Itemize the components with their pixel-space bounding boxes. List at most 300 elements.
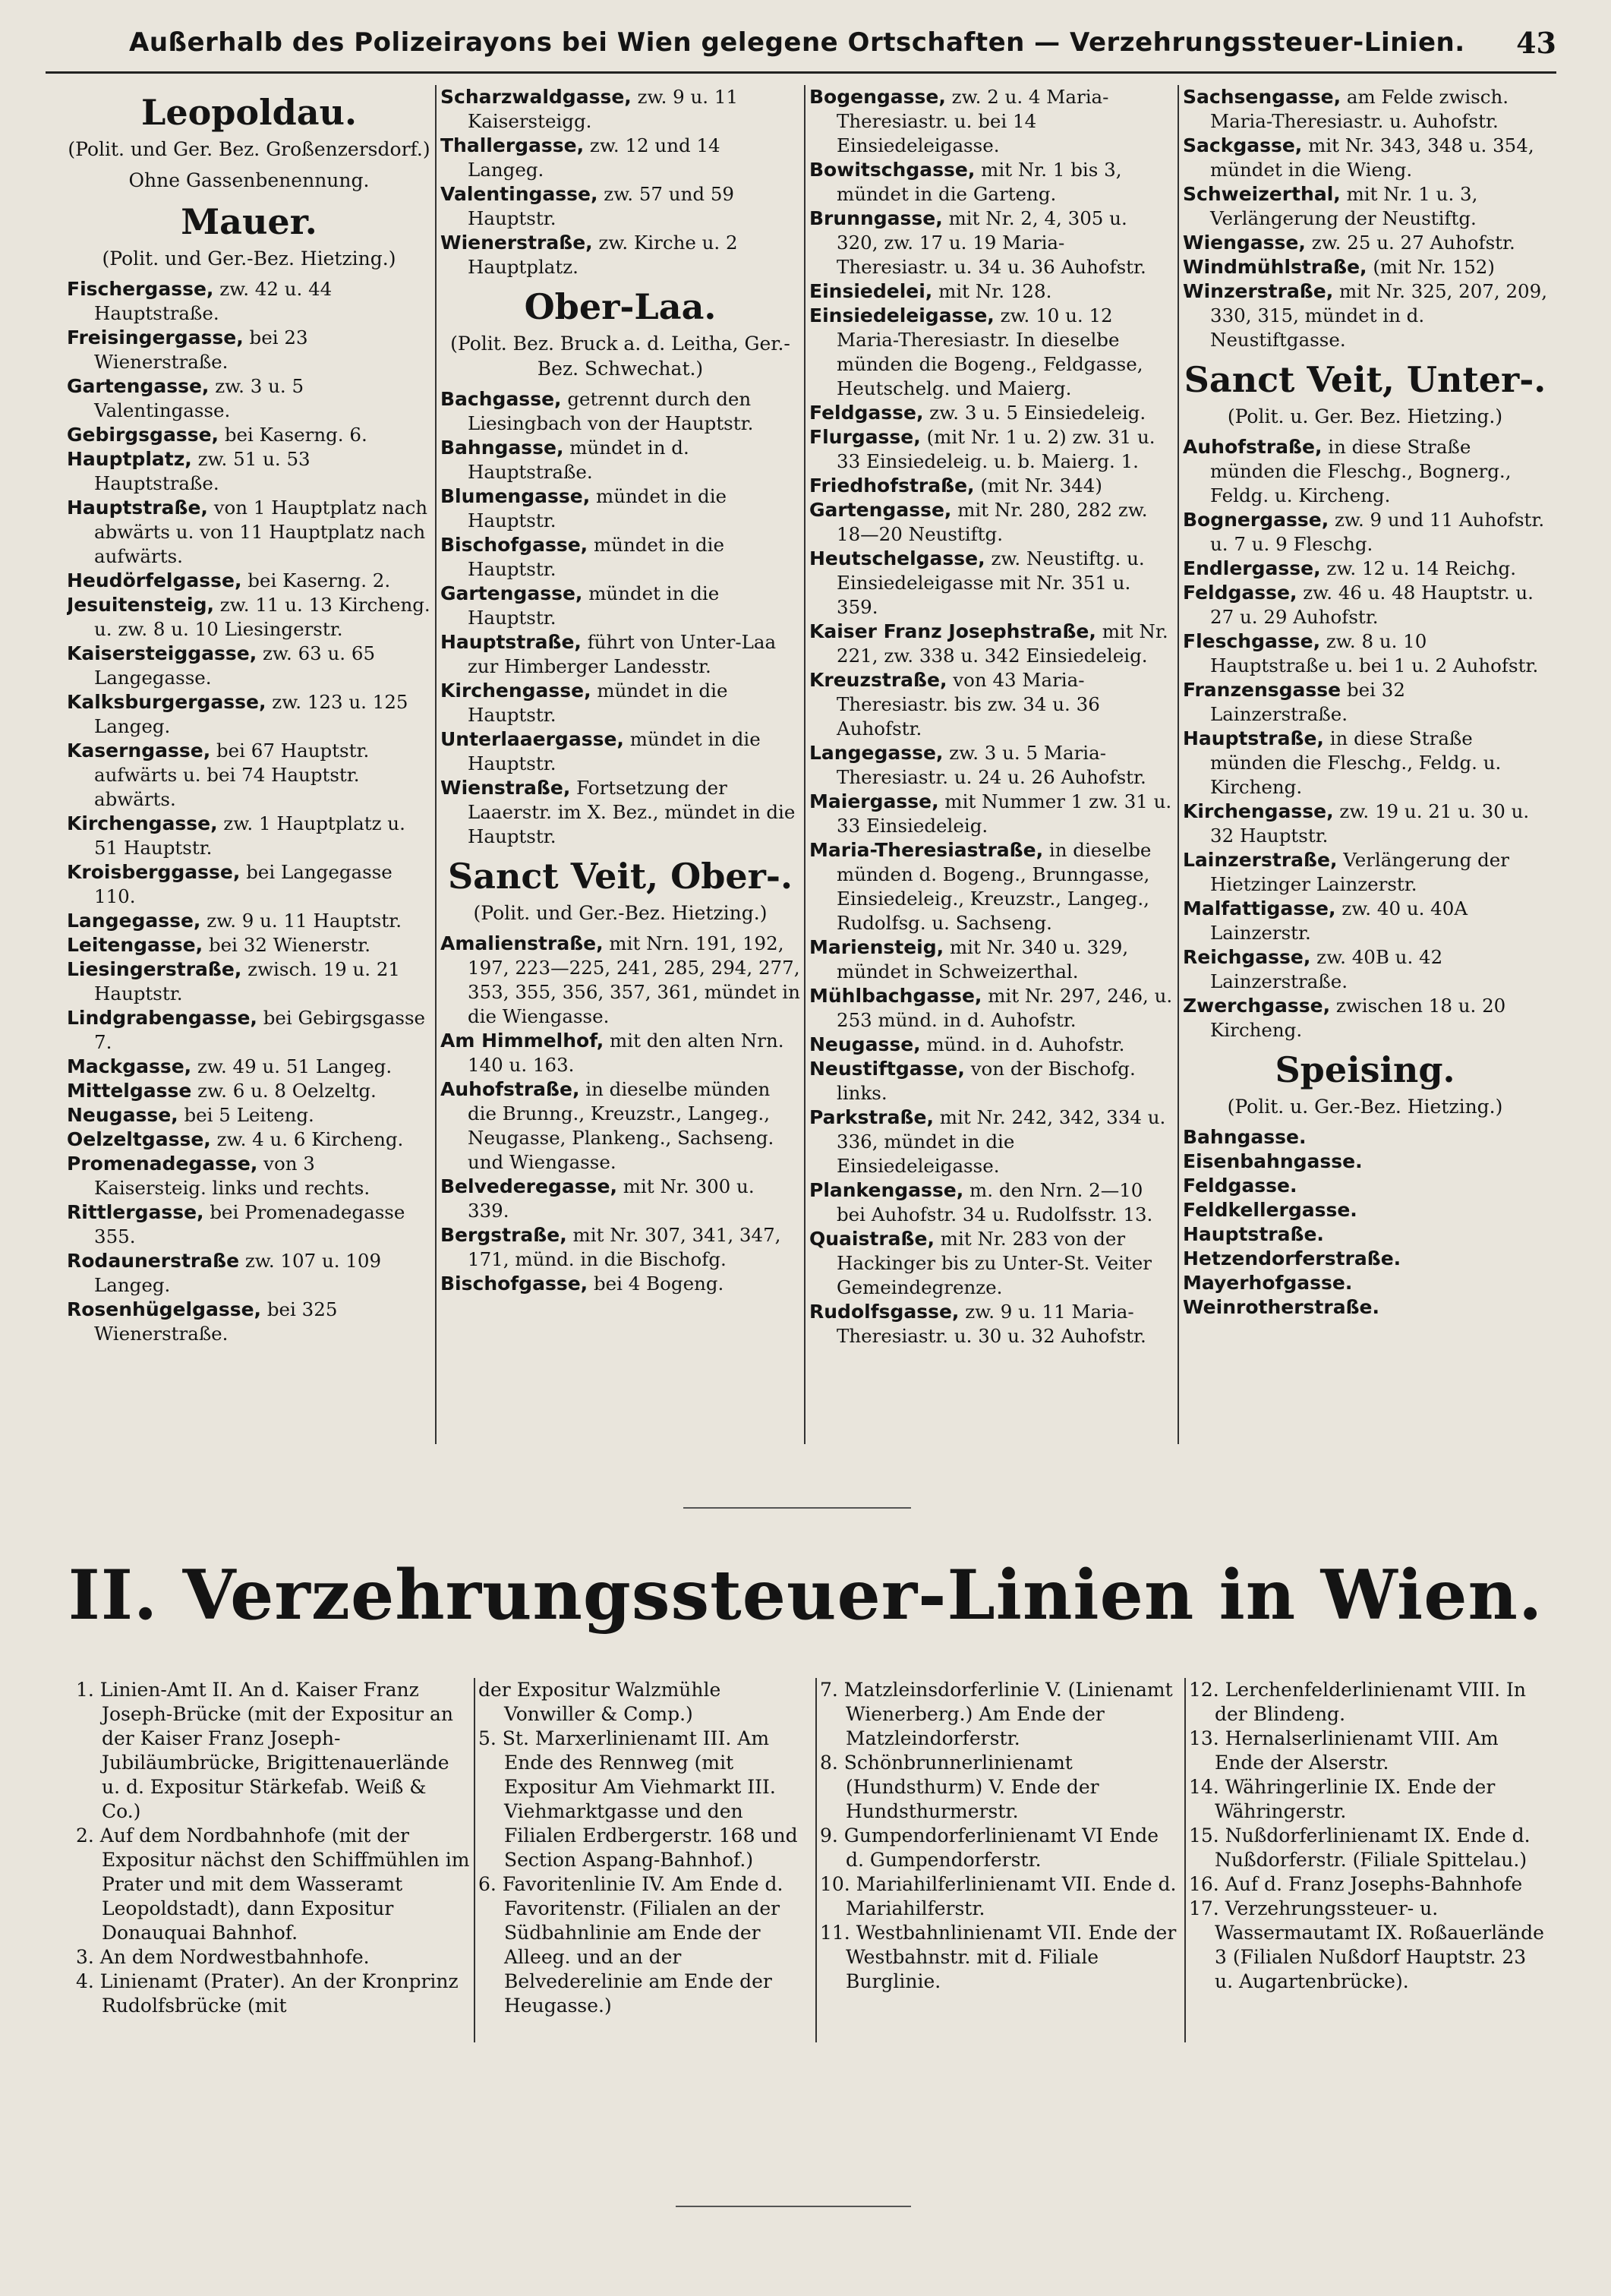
line-office-entry: 11. Westbahnlinienamt VII. Ende der Westbahnstr. mit d. Filiale Burglinie.	[820, 1922, 1177, 1992]
street-entry	[440, 776, 800, 849]
street-name: Quaistraße,	[809, 1228, 935, 1250]
street-entry	[1183, 182, 1547, 231]
district-note: (Polit. u. Ger. Bez. Hietzing.)	[1227, 405, 1503, 427]
street-name: Weinrotherstraße.	[1183, 1296, 1380, 1318]
street-entry	[67, 1128, 431, 1152]
line-office-entry: 9. Gumpendorferlinienamt VI Ende d. Gumpendorferstr.	[820, 1824, 1159, 1871]
street-description: zw. 12 und 14 Langeg.	[468, 134, 720, 181]
street-entry	[440, 387, 800, 436]
street-entry	[440, 1223, 800, 1272]
locality-heading: Ober-Laa.	[524, 286, 717, 327]
street-description: m. den Nrn. 2—10 bei Auhofstr. 34 u. Rudolfsstr. 13.	[837, 1179, 1153, 1225]
line-office-entry: 17. Verzehrungssteuer- u. Wassermautamt IX. Roßauerlände 3 (Filialen Nußdorf Hauptstr. 23 u. Augartenbrücke).	[1189, 1897, 1544, 1992]
section-2-column-4	[1189, 1678, 1546, 2088]
street-description: zw. 19 u. 21 u. 30 u. 32 Hauptstr.	[1210, 800, 1530, 847]
street-entry	[1183, 255, 1547, 279]
street-description: mit Nr. 221, zw. 338 u. 342 Einsiedeleig.	[837, 620, 1168, 667]
street-entry	[67, 496, 431, 569]
street-description: mündet in die Hauptstr.	[468, 485, 727, 531]
street-name: Einsiedeleigasse,	[809, 304, 995, 326]
street-name: Kaserngasse,	[67, 740, 211, 762]
street-name: Sachsengasse,	[1183, 86, 1341, 108]
column-divider	[435, 85, 437, 1444]
line-office-entry: 1. Linien-Amt II. An d. Kaiser Franz Joseph-Brücke (mit der Expositur an der Kaiser Franz Joseph-Jubiläumbrücke, Brigittenauerlände u. d. Expositur Stärkefab. Weiß & Co.)	[76, 1679, 453, 1822]
section-2-column-2	[478, 1678, 812, 2088]
street-name: Langegasse,	[809, 742, 944, 764]
street-name: Wienstraße,	[440, 777, 571, 799]
street-entry	[67, 447, 431, 496]
street-name: Kroisberggasse,	[67, 861, 241, 883]
street-description: bei Kaserng. 2.	[247, 569, 391, 591]
street-entry	[440, 85, 800, 134]
line-office-entry: 12. Lerchenfelderlinienamt VIII. In der Blindeng.	[1189, 1679, 1526, 1725]
street-entry	[440, 932, 800, 1029]
locality-heading: Speising.	[1275, 1049, 1455, 1090]
street-entry	[809, 1105, 1174, 1178]
locality-heading: Sanct Veit, Unter-.	[1184, 359, 1546, 400]
street-entry	[440, 182, 800, 231]
street-description: zw. 123 u. 125 Langeg.	[94, 691, 408, 737]
street-entry	[809, 498, 1174, 547]
street-name: Feldgasse.	[1183, 1175, 1297, 1197]
street-description: zw. 3 u. 5 Valentingasse.	[94, 375, 304, 421]
street-entry	[809, 838, 1174, 935]
street-entry	[67, 1006, 431, 1055]
street-description: zw. 40 u. 40A Lainzerstr.	[1210, 897, 1468, 944]
street-name: Maiergasse,	[809, 790, 939, 812]
district-note: (Polit. und Ger. Bez. Großenzersdorf.)	[68, 138, 430, 160]
street-description: mit Nr. 1 bis 3, mündet in die Garteng.	[837, 159, 1122, 205]
street-entry	[67, 1103, 431, 1128]
street-entry	[440, 1175, 800, 1223]
street-name: Heutschelgasse,	[809, 547, 985, 569]
street-description: zw. 25 u. 27 Auhofstr.	[1311, 232, 1515, 254]
street-name: Wienerstraße,	[440, 232, 593, 254]
street-description: zw. 11 u. 13 Kircheng. u. zw. 8 u. 10 Liesingerstr.	[94, 594, 430, 640]
column-3	[809, 85, 1174, 1444]
street-description: mündet in d. Hauptstraße.	[468, 437, 689, 483]
street-description: am Felde zwisch. Maria-Theresiastr. u. Auhofstr.	[1210, 86, 1509, 132]
street-name: Langegasse,	[67, 910, 201, 932]
street-entry	[440, 484, 800, 533]
street-entry	[67, 326, 431, 374]
street-name: Gartengasse,	[67, 375, 210, 397]
column-divider	[474, 1678, 475, 2042]
street-description: (mit Nr. 344)	[980, 475, 1102, 497]
street-description: mit Nummer 1 zw. 31 u. 33 Einsiedeleig.	[837, 790, 1172, 837]
street-name: Oelzeltgasse,	[67, 1128, 211, 1150]
street-description: zw. 12 u. 14 Reichg.	[1326, 557, 1516, 579]
street-name: Gartengasse,	[809, 499, 952, 521]
street-name: Promenadegasse,	[67, 1153, 258, 1175]
street-entry	[809, 85, 1174, 158]
street-entry	[1183, 231, 1547, 255]
street-name: Neustiftgasse,	[809, 1058, 965, 1080]
street-entry	[1183, 85, 1547, 134]
district-note: (Polit. und Ger.-Bez. Hietzing.)	[473, 902, 768, 924]
column-1	[67, 85, 431, 1444]
street-entry	[440, 1272, 800, 1296]
street-entry	[1183, 435, 1547, 508]
street-description: von 3 Kaisersteig. links und rechts.	[94, 1153, 370, 1199]
street-entry	[809, 1227, 1174, 1300]
street-name: Zwerchgasse,	[1183, 995, 1331, 1017]
street-entry	[809, 474, 1174, 498]
street-name: Windmühlstraße,	[1183, 256, 1367, 278]
street-name: Mittelgasse	[67, 1080, 192, 1102]
street-entry	[440, 1029, 800, 1077]
street-entry	[809, 1033, 1174, 1057]
street-description: mit Nr. 128.	[938, 280, 1052, 302]
street-description: führt von Unter-Laa zur Himberger Landesstr.	[468, 631, 777, 677]
street-name: Franzensgasse	[1183, 679, 1341, 701]
street-name: Kirchengasse,	[1183, 800, 1334, 822]
street-description: mit Nr. 2, 4, 305 u. 320, zw. 17 u. 19 Maria-Theresiastr. u. 34 u. 36 Auhofstr.	[837, 207, 1146, 278]
street-description: zw. 4 u. 6 Kircheng.	[216, 1128, 404, 1150]
street-name: Hauptstraße,	[67, 497, 208, 519]
street-name: Mühlbachgasse,	[809, 985, 982, 1007]
street-name: Valentingasse,	[440, 183, 598, 205]
street-name: Bahngasse.	[1183, 1126, 1307, 1148]
street-name: Am Himmelhof,	[440, 1030, 604, 1052]
street-name: Thallergasse,	[440, 134, 585, 156]
street-name: Maria-Theresiastraße,	[809, 839, 1044, 861]
street-entry	[809, 547, 1174, 620]
section-2-title: II. Verzehrungssteuer-Linien in Wien.	[68, 1555, 1543, 1635]
plain-note: Ohne Gassenbenennung.	[128, 169, 370, 191]
street-name: Leitengasse,	[67, 934, 203, 956]
street-entry	[1183, 134, 1547, 182]
column-2	[440, 85, 800, 1444]
column-divider	[1184, 1678, 1186, 2042]
street-entry	[1183, 1271, 1547, 1295]
street-entry	[440, 231, 800, 279]
street-name: Hetzendorferstraße.	[1183, 1247, 1401, 1269]
street-description: mit Nr. 1 u. 3, Verlängerung der Neustiftg.	[1210, 183, 1478, 229]
street-name: Scharzwaldgasse,	[440, 86, 632, 108]
street-description: bei 67 Hauptstr. aufwärts u. bei 74 Hauptstr. abwärts.	[94, 740, 370, 810]
street-entry	[1183, 1150, 1547, 1174]
line-office-entry: 5. St. Marxerlinienamt III. Am Ende des Rennweg (mit Expositur Am Viehmarkt III. Viehmarktgasse und den Filialen Erdbergerstr. 168 und Section Aspang-Bahnhof.)	[478, 1727, 798, 1871]
line-office-entry: 14. Währingerlinie IX. Ende der Währingerstr.	[1189, 1776, 1496, 1822]
street-entry	[1183, 629, 1547, 678]
street-description: mündet in die Hauptstr.	[468, 534, 724, 580]
street-entry	[67, 812, 431, 860]
street-description: bei 32 Lainzerstraße.	[1210, 679, 1405, 725]
street-name: Bachgasse,	[440, 388, 562, 410]
street-name: Hauptstraße.	[1183, 1223, 1324, 1245]
locality-heading: Leopoldau.	[140, 92, 358, 133]
street-entry	[67, 1249, 431, 1298]
street-entry	[809, 984, 1174, 1033]
street-entry	[1183, 1174, 1547, 1198]
street-entry	[809, 741, 1174, 790]
line-office-entry: 4. Linienamt (Prater). An der Kronprinz Rudolfsbrücke (mit	[76, 1970, 459, 2017]
street-entry	[440, 630, 800, 679]
street-name: Hauptstraße,	[440, 631, 582, 653]
street-description: bei 23 Wienerstraße.	[94, 326, 308, 373]
street-description: von 1 Hauptplatz nach abwärts u. von 11 Hauptplatz nach aufwärts.	[94, 497, 428, 567]
street-description: bei Langegasse 110.	[94, 861, 393, 907]
street-description: zw. 63 u. 65 Langegasse.	[94, 642, 376, 689]
street-description: mit den alten Nrn. 140 u. 163.	[468, 1030, 784, 1076]
street-entry	[1183, 727, 1547, 800]
street-name: Parkstraße,	[809, 1106, 934, 1128]
street-name: Winzerstraße,	[1183, 280, 1334, 302]
street-entry	[440, 582, 800, 630]
street-description: bei Gebirgsgasse 7.	[94, 1007, 426, 1053]
street-name: Jesuitensteig,	[67, 594, 214, 616]
street-description: bei 5 Leiteng.	[184, 1104, 314, 1126]
street-entry	[67, 593, 431, 642]
line-office-entry: 13. Hernalserlinienamt VIII. Am Ende der Alserstr.	[1189, 1727, 1499, 1774]
street-name: Rudolfsgasse,	[809, 1301, 960, 1323]
street-description: zw. 2 u. 4 Maria-Theresiastr. u. bei 14 Einsiedeleigasse.	[837, 86, 1109, 156]
street-description: mit Nr. 297, 246, u. 253 münd. in d. Auhofstr.	[837, 985, 1173, 1031]
line-office-entry: 10. Mariahilferlinienamt VII. Ende d. Mariahilferstr.	[820, 1873, 1177, 1919]
street-description: zw. 3 u. 5 Einsiedeleig.	[929, 402, 1146, 424]
street-name: Bognergasse,	[1183, 509, 1329, 531]
line-office-entry: 15. Nußdorferlinienamt IX. Ende d. Nußdorferstr. (Filiale Spittelau.)	[1189, 1824, 1531, 1871]
street-entry	[67, 277, 431, 326]
street-description: zw. 9 u. 11 Kaisersteigg.	[468, 86, 739, 132]
street-entry	[1183, 1295, 1547, 1320]
street-description: zw. 49 u. 51 Langeg.	[197, 1055, 393, 1077]
line-office-entry: 7. Matzleinsdorferlinie V. (Linienamt Wienerberg.) Am Ende der Matzleindorferstr.	[820, 1679, 1173, 1749]
street-description: in diese Straße münden die Fleschg., Bognerg., Feldg. u. Kircheng.	[1210, 436, 1512, 506]
street-entry	[809, 1300, 1174, 1348]
street-name: Lainzerstraße,	[1183, 849, 1338, 871]
street-name: Bowitschgasse,	[809, 159, 976, 181]
street-description: bei Kaserng. 6.	[224, 424, 367, 446]
street-entry	[1183, 897, 1547, 945]
street-entry	[440, 436, 800, 484]
street-entry	[1183, 1247, 1547, 1271]
street-description: zw. 57 und 59 Hauptstr.	[468, 183, 734, 229]
street-description: mit Nr. 343, 348 u. 354, mündet in die Wieng.	[1210, 134, 1534, 181]
street-description: Fortsetzung der Laaerstr. im X. Bez., mündet in die Hauptstr.	[468, 777, 796, 847]
street-name: Liesingerstraße,	[67, 958, 242, 980]
street-name: Rittlergasse,	[67, 1201, 204, 1223]
street-entry	[67, 1298, 431, 1346]
street-entry	[1183, 800, 1547, 848]
street-name: Wiengasse,	[1183, 232, 1306, 254]
street-entry	[440, 679, 800, 727]
street-description: (mit Nr. 1 u. 2) zw. 31 u. 33 Einsiedeleig. u. b. Maierg. 1.	[837, 426, 1155, 472]
header-title: Außerhalb des Polizeirayons bei Wien gelegene Ortschaften — Verzehrungssteuer-Linien.	[129, 27, 1465, 58]
street-description: zw. Kirche u. 2 Hauptplatz.	[468, 232, 738, 278]
street-entry	[809, 158, 1174, 207]
street-entry	[1183, 1125, 1547, 1150]
street-entry	[1183, 557, 1547, 581]
section-separator	[683, 1507, 911, 1509]
street-description: zw. 1 Hauptplatz u. 51 Hauptstr.	[94, 812, 405, 859]
street-description: zw. 107 u. 109 Langeg.	[94, 1250, 382, 1296]
street-entry	[1183, 945, 1547, 994]
line-office-entry: 8. Schönbrunnerlinienamt (Hundsthurm) V. Ende der Hundsthurmerstr.	[820, 1752, 1099, 1822]
street-description: zwisch. 19 u. 21 Hauptstr.	[94, 958, 401, 1004]
street-entry	[809, 1057, 1174, 1105]
street-description: bei Promenadegasse 355.	[94, 1201, 405, 1247]
street-name: Feldkellergasse.	[1183, 1199, 1357, 1221]
street-entry	[67, 374, 431, 423]
line-office-entry: 16. Auf d. Franz Josephs-Bahnhofe	[1189, 1873, 1523, 1895]
street-description: mit Nr. 340 u. 329, mündet in Schweizerthal.	[837, 936, 1129, 982]
street-name: Amalienstraße,	[440, 932, 604, 954]
street-name: Mayerhofgasse.	[1183, 1272, 1353, 1294]
street-description: (mit Nr. 152)	[1373, 256, 1495, 278]
street-name: Fleschgasse,	[1183, 630, 1321, 652]
street-entry	[440, 533, 800, 582]
street-name: Lindgrabengasse,	[67, 1007, 257, 1029]
street-description: zw. 10 u. 12 Maria-Theresiastr. In dieselbe münden die Bogeng., Feldgasse, Heutschelg. und Maierg.	[837, 304, 1143, 399]
street-entry	[1183, 581, 1547, 629]
street-name: Friedhofstraße,	[809, 475, 975, 497]
street-entry	[809, 1178, 1174, 1227]
line-office-entry: 6. Favoritenlinie IV. Am Ende d. Favoritenstr. (Filialen an der Südbahnlinie am Ende der Alleeg. und an der Belvederelinie am Ende der Heugasse.)	[478, 1873, 783, 2017]
street-entry	[809, 304, 1174, 401]
street-entry	[809, 425, 1174, 474]
street-name: Hauptstraße,	[1183, 727, 1324, 749]
column-4	[1183, 85, 1547, 1444]
street-name: Bahngasse,	[440, 437, 564, 459]
street-description: mit Nr. 325, 207, 209, 330, 315, mündet in d. Neustiftgasse.	[1210, 280, 1547, 351]
district-note: (Polit. u. Ger.-Bez. Hietzing.)	[1227, 1096, 1503, 1118]
street-name: Mariensteig,	[809, 936, 944, 958]
street-name: Flurgasse,	[809, 426, 921, 448]
street-description: zw. 42 u. 44 Hauptstraße.	[94, 278, 333, 324]
street-entry	[1183, 848, 1547, 897]
street-description: in dieselbe münden d. Bogeng., Brunngasse, Einsiedeleig., Kreuzstr., Langeg., Rudolfsg. u. Sachseng.	[837, 839, 1152, 934]
street-name: Kaiser Franz Josephstraße,	[809, 620, 1096, 642]
street-entry	[809, 401, 1174, 425]
street-entry	[67, 933, 431, 957]
street-description: zw. 8 u. 10 Hauptstraße u. bei 1 u. 2 Auhofstr.	[1210, 630, 1539, 676]
street-entry	[67, 1079, 431, 1103]
street-name: Bogengasse,	[809, 86, 946, 108]
line-office-entry: 2. Auf dem Nordbahnhofe (mit der Expositur nächst den Schiffmühlen im Prater und mit dem Wasseramt Leopoldstadt), dann Expositur Donauquai Bahnhof.	[76, 1824, 470, 1944]
column-divider	[804, 85, 806, 1444]
street-entry	[440, 727, 800, 776]
street-name: Kreuzstraße,	[809, 669, 947, 691]
street-entry	[67, 569, 431, 593]
street-entry	[1183, 678, 1547, 727]
district-note: (Polit. und Ger.-Bez. Hietzing.)	[102, 248, 396, 270]
street-name: Bischofgasse,	[440, 534, 588, 556]
street-entry	[1183, 1222, 1547, 1247]
street-entry	[67, 1055, 431, 1079]
street-name: Brunngasse,	[809, 207, 943, 229]
page-number: 43	[1516, 26, 1556, 60]
street-entry	[440, 134, 800, 182]
street-description: in diese Straße münden die Fleschg., Feldg. u. Kircheng.	[1210, 727, 1502, 798]
street-description: zw. 51 u. 53 Hauptstraße.	[94, 448, 311, 494]
street-description: zw. 9 u. 11 Hauptstr.	[206, 910, 402, 932]
street-entry	[67, 739, 431, 812]
street-name: Fischergasse,	[67, 278, 214, 300]
street-description: getrennt durch den Liesingbach von der Hauptstr.	[468, 388, 754, 434]
street-description: mit Nr. 280, 282 zw. 18—20 Neustiftg.	[837, 499, 1148, 545]
street-description: von der Bischofg. links.	[837, 1058, 1136, 1104]
column-divider	[815, 1678, 817, 2042]
street-description: zw. 9 und 11 Auhofstr. u. 7 u. 9 Fleschg.	[1210, 509, 1545, 555]
street-description: in dieselbe münden die Brunng., Kreuzstr., Langeg., Neugasse, Plankeng., Sachseng. und Wiengasse.	[468, 1078, 774, 1173]
street-entry	[67, 1152, 431, 1200]
street-description: bei 4 Bogeng.	[593, 1273, 724, 1295]
street-name: Malfattigasse,	[1183, 897, 1336, 919]
line-office-entry: 3. An dem Nordwestbahnhofe.	[76, 1946, 370, 1968]
street-name: Mackgasse,	[67, 1055, 192, 1077]
street-name: Feldgasse,	[1183, 582, 1297, 604]
street-description: bei 325 Wienerstraße.	[94, 1298, 338, 1345]
street-description: Verlängerung der Hietzinger Lainzerstr.	[1210, 849, 1509, 895]
street-name: Neugasse,	[67, 1104, 178, 1126]
street-name: Heudörfelgasse,	[67, 569, 242, 591]
running-header	[46, 24, 1556, 74]
street-entry	[1183, 1198, 1547, 1222]
street-description: mündet in die Hauptstr.	[468, 728, 761, 774]
street-name: Hauptplatz,	[67, 448, 192, 470]
street-name: Einsiedelei,	[809, 280, 933, 302]
street-entry	[440, 1077, 800, 1175]
street-entry	[809, 935, 1174, 984]
street-entry	[809, 620, 1174, 668]
street-name: Rodaunerstraße	[67, 1250, 240, 1272]
street-name: Kirchengasse,	[440, 680, 591, 702]
street-entry	[809, 279, 1174, 304]
street-description: zw. 40B u. 42 Lainzerstraße.	[1210, 946, 1443, 992]
street-name: Gartengasse,	[440, 582, 583, 604]
street-description: zw. 6 u. 8 Oelzeltg.	[197, 1080, 377, 1102]
street-name: Plankengasse,	[809, 1179, 964, 1201]
line-office-entry: der Expositur Walzmühle Vonwiller & Comp.)	[478, 1679, 721, 1725]
street-description: mit Nr. 307, 341, 347, 171, münd. in die Bischofg.	[468, 1224, 781, 1270]
street-entry	[809, 790, 1174, 838]
street-name: Kirchengasse,	[67, 812, 218, 834]
street-name: Unterlaaergasse,	[440, 728, 624, 750]
locality-heading: Sanct Veit, Ober-.	[447, 856, 793, 897]
street-entry	[67, 690, 431, 739]
street-name: Bischofgasse,	[440, 1273, 588, 1295]
street-description: mit Nr. 300 u. 339.	[468, 1175, 755, 1222]
street-description: mit Nr. 283 von der Hackinger bis zu Unter-St. Veiter Gemeindegrenze.	[837, 1228, 1152, 1298]
street-name: Gebirgsgasse,	[67, 424, 219, 446]
street-name: Blumengasse,	[440, 485, 591, 507]
street-entry	[1183, 994, 1547, 1042]
street-description: bei 32 Wienerstr.	[208, 934, 371, 956]
street-name: Sackgasse,	[1183, 134, 1303, 156]
street-entry	[67, 423, 431, 447]
street-name: Eisenbahngasse.	[1183, 1150, 1363, 1172]
bottom-separator	[676, 2206, 911, 2207]
street-description: zw. 46 u. 48 Hauptstr. u. 27 u. 29 Auhofstr.	[1210, 582, 1534, 628]
street-entry	[67, 642, 431, 690]
street-entry	[809, 207, 1174, 279]
street-entry	[1183, 508, 1547, 557]
locality-heading: Mauer.	[181, 201, 317, 242]
street-description: mit Nrn. 191, 192, 197, 223—225, 241, 285, 294, 277, 353, 355, 356, 357, 361, mündet in die Wiengasse.	[468, 932, 800, 1027]
street-name: Kaisersteiggasse,	[67, 642, 257, 664]
street-description: mündet in die Hauptstr.	[468, 582, 720, 629]
column-divider	[1178, 85, 1179, 1444]
street-description: zw. Neustiftg. u. Einsiedeleigasse mit Nr. 351 u. 359.	[837, 547, 1145, 618]
street-entry	[809, 668, 1174, 741]
street-name: Reichgasse,	[1183, 946, 1311, 968]
street-description: münd. in d. Auhofstr.	[926, 1033, 1125, 1055]
street-description: mündet in die Hauptstr.	[468, 680, 728, 726]
street-entry	[67, 957, 431, 1006]
street-description: zw. 3 u. 5 Maria-Theresiastr. u. 24 u. 26 Auhofstr.	[837, 742, 1146, 788]
